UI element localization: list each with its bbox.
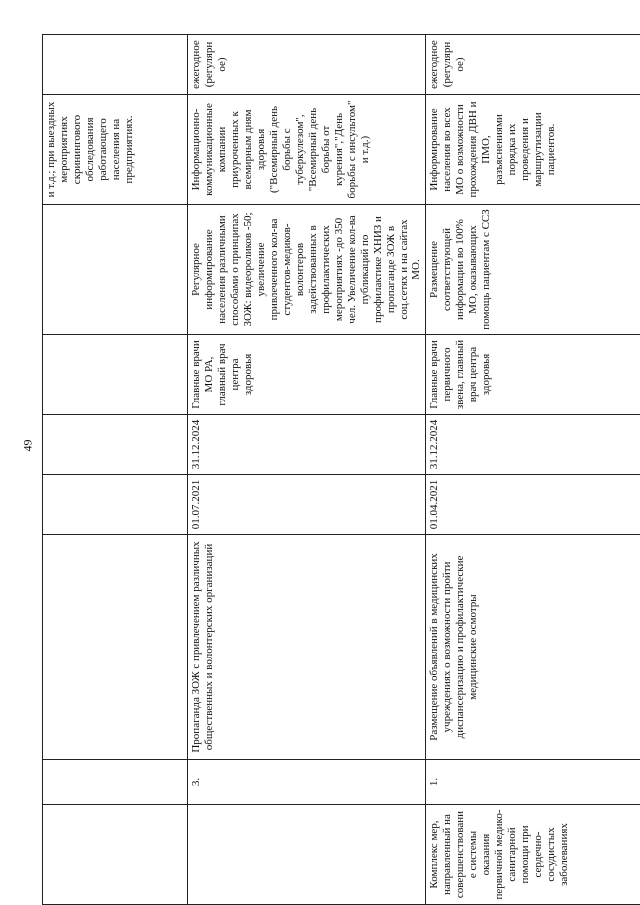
cell-direction: Комплекс мер, направленный на совершенствование системы оказания первичной медико-санитарной помощи при сердечно-сосудистых заболеваниях [426, 805, 640, 905]
cell-periodicity: ежегодное (регулярное) [188, 35, 426, 95]
page-number: 49 [20, 439, 35, 452]
cell-number: 3. [188, 760, 426, 805]
cell-result: Информационно-коммуникационные компании приуроченных к всемирным дням здоровья ("Всемирный день борьбы с туберкулезом", "Всемирный день борьбы от курения","День борьбы с инсультом" и т.д.) [188, 95, 426, 205]
cell-indicator: Регулярное информирование населения различными способами о принципах ЗОЖ: видеороликов -50; увеличение привлеченного кол-ва студентов-медиков-волонтеров задействованных в профилактических мероприятиях -до 350 чел. Увеличение кол-ва публикаций по профилактике ХНИЗ и пропаганде ЗОЖ в соц.сетях и на сайтах МО. [188, 205, 426, 335]
cell-responsible [43, 335, 188, 415]
table-row [426, 35, 640, 905]
cell-indicator [43, 205, 188, 335]
cell-number: 1. [426, 760, 640, 805]
cell-indicator: Размещение соответствующей информации во 100% МО, оказывающих помощь пациентам с ССЗ [426, 205, 640, 335]
cell-measure [43, 535, 188, 760]
cell-periodicity: ежегодное (регулярное) [426, 35, 640, 95]
cell-start-date: 01.04.2021 [426, 475, 640, 535]
cell-result: и т.д.; при выездных мероприятиях скринингового обследования работающего населения на предприятиях. [43, 95, 188, 205]
cell-end-date: 31.12.2024 [188, 415, 426, 475]
cell-measure: Пропаганда ЗОЖ с привлечением различных общественных и волонтерских организаций [188, 535, 426, 760]
cell-responsible: Главные врачи первичного звена, главный врач центра здоровья [426, 335, 640, 415]
plan-table [42, 34, 640, 905]
table-row [43, 35, 188, 905]
rotated-page [42, 35, 622, 905]
cell-end-date [43, 415, 188, 475]
cell-result: Информирование населения во всех МО о возможности прохождения ДВН и ПМО, разъяснениями порядка их проведения и маршрутизации пациентов. [426, 95, 640, 205]
cell-direction [188, 805, 426, 905]
cell-responsible: Главные врачи МО РА, главный врач центра здоровья [188, 335, 426, 415]
cell-start-date: 01.07.2021 [188, 475, 426, 535]
table-row [188, 35, 426, 905]
cell-number [43, 760, 188, 805]
cell-direction [43, 805, 188, 905]
cell-end-date: 31.12.2024 [426, 415, 640, 475]
cell-start-date [43, 475, 188, 535]
cell-periodicity [43, 35, 188, 95]
cell-measure: Размещение объявлений в медицинских учреждениях о возможности пройти диспансеризацию и профилактические медицинские осмотры [426, 535, 640, 760]
